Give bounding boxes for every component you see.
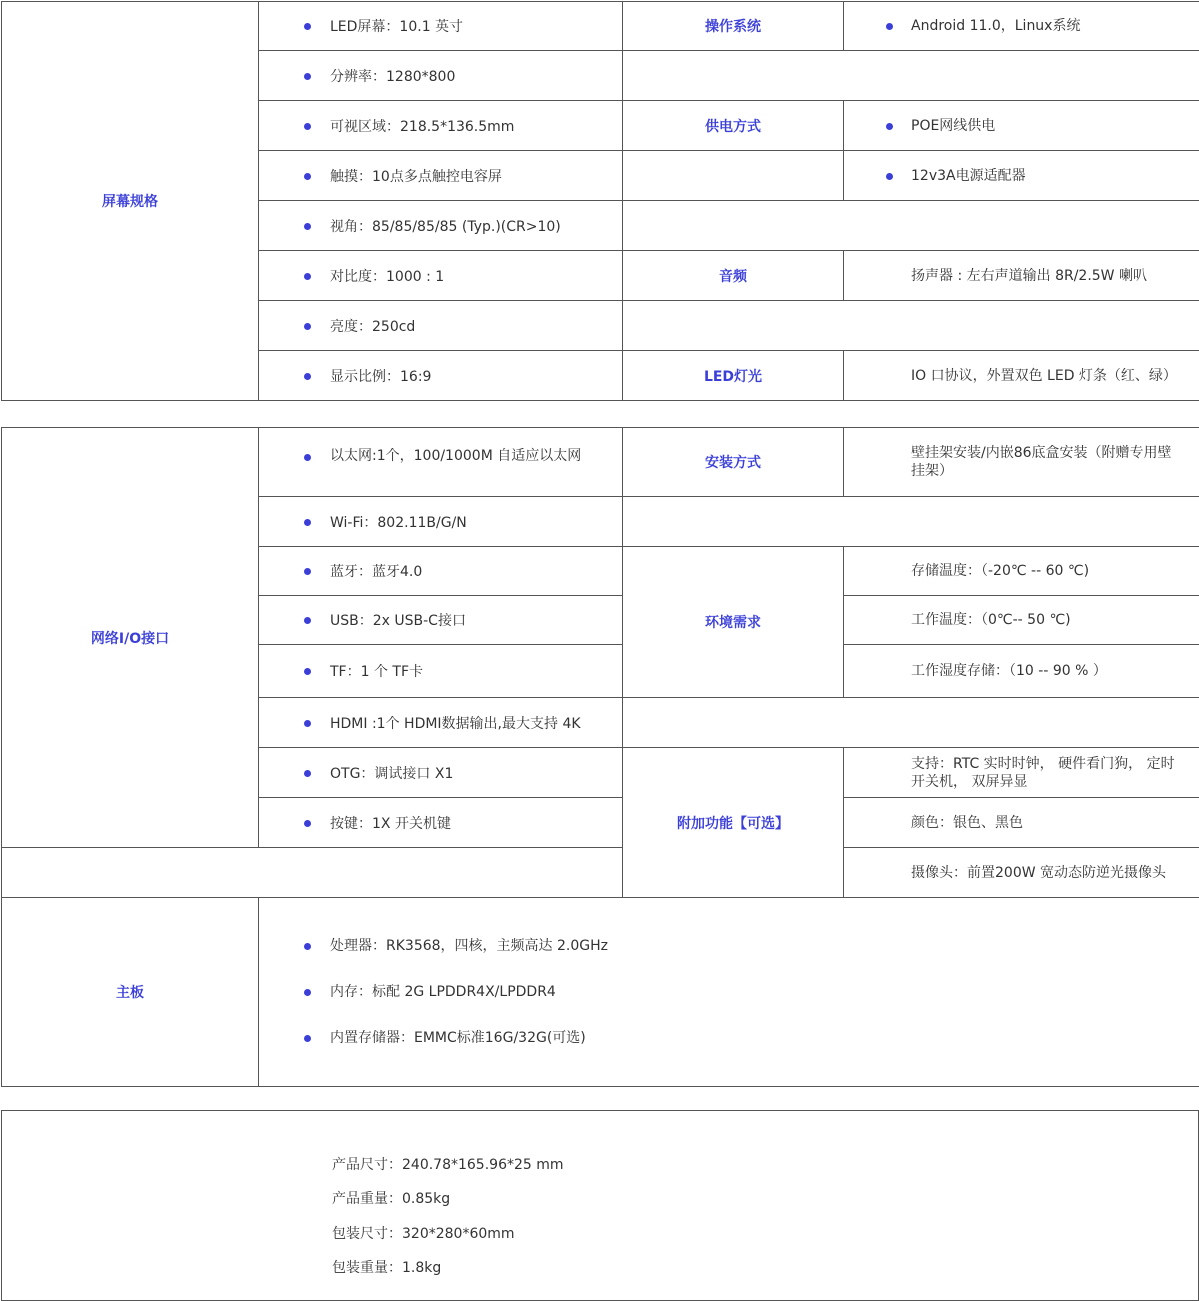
bullet-icon bbox=[304, 720, 311, 727]
bullet-icon bbox=[886, 173, 893, 180]
bullet-icon bbox=[886, 123, 893, 130]
value-install: 壁挂架安装/内嵌86底盒安装（附赠专用壁挂架） bbox=[844, 428, 1199, 497]
mainboard-list bbox=[259, 898, 1199, 1087]
value-extra: 支持：RTC 实时时钟， 硬件看门狗， 定时开关机， 双屏异显 bbox=[844, 748, 1199, 798]
bullet-icon bbox=[304, 989, 311, 996]
list-item: 处理器：RK3568，四核，主频高达 2.0GHz bbox=[259, 923, 1199, 969]
list-item: 分辨率：1280*800 bbox=[259, 51, 623, 101]
list-item: 视角：85/85/85/85 (Typ.)(CR>10) bbox=[259, 201, 623, 251]
value-power: 12v3A电源适配器 bbox=[844, 151, 1199, 201]
bullet-icon bbox=[304, 519, 311, 526]
label-install: 安装方式 bbox=[623, 428, 844, 497]
value-audio: 扬声器 : 左右声道输出 8R/2.5W 喇叭 bbox=[844, 251, 1199, 301]
empty-cell bbox=[2, 848, 623, 898]
list-item: 亮度：250cd bbox=[259, 301, 623, 351]
empty-cell bbox=[623, 698, 1199, 748]
list-item: 可视区域：218.5*136.5mm bbox=[259, 101, 623, 151]
bullet-icon bbox=[304, 23, 311, 30]
label-extra: 附加功能【可选】 bbox=[623, 748, 844, 898]
bullet-icon bbox=[304, 568, 311, 575]
bullet-icon bbox=[304, 373, 311, 380]
value-environment: 存储温度：（-20℃ -- 60 ℃) bbox=[844, 547, 1199, 596]
list-item: 内存：标配 2G LPDDR4X/LPDDR4 bbox=[259, 969, 1199, 1015]
list-item: 对比度：1000 : 1 bbox=[259, 251, 623, 301]
category-mainboard: 主板 bbox=[2, 898, 259, 1087]
list-item: 触摸：10点多点触控电容屏 bbox=[259, 151, 623, 201]
label-environment: 环境需求 bbox=[623, 547, 844, 698]
label-audio: 音频 bbox=[623, 251, 844, 301]
empty-cell bbox=[623, 51, 1199, 101]
empty-cell bbox=[623, 151, 844, 201]
bullet-icon bbox=[304, 73, 311, 80]
list-item: LED屏幕：10.1 英寸 bbox=[259, 2, 623, 51]
dimensions-box bbox=[1, 1110, 1199, 1301]
value-led: IO 口协议，外置双色 LED 灯条（红、绿） bbox=[844, 351, 1199, 401]
label-led: LED灯光 bbox=[623, 351, 844, 401]
value-power: POE网线供电 bbox=[844, 101, 1199, 151]
value-environment: 工作湿度存储：（10 -- 90 % ） bbox=[844, 645, 1199, 698]
product-size: 产品尺寸：240.78*165.96*25 mm bbox=[332, 1157, 564, 1173]
bullet-icon bbox=[304, 454, 311, 461]
list-item: 按键：1X 开关机键 bbox=[259, 798, 623, 848]
list-item: 以太网:1个，100/1000M 自适应以太网 bbox=[259, 428, 623, 497]
category-network: 网络I/O接口 bbox=[2, 428, 259, 848]
bullet-icon bbox=[304, 123, 311, 130]
list-item: HDMI :1个 HDMI数据输出,最大支持 4K bbox=[259, 698, 623, 748]
label-os: 操作系统 bbox=[623, 2, 844, 51]
bullet-icon bbox=[304, 943, 311, 950]
bullet-icon bbox=[304, 668, 311, 675]
list-item: USB：2x USB-C接口 bbox=[259, 596, 623, 645]
value-extra: 摄像头：前置200W 宽动态防逆光摄像头 bbox=[844, 848, 1199, 898]
network-io-table bbox=[1, 427, 1199, 1087]
list-item: OTG：调试接口 X1 bbox=[259, 748, 623, 798]
empty-cell bbox=[623, 301, 1199, 351]
category-screen: 屏幕规格 bbox=[2, 2, 259, 401]
value-os: Android 11.0，Linux系统 bbox=[844, 2, 1199, 51]
bullet-icon bbox=[304, 820, 311, 827]
bullet-icon bbox=[304, 1035, 311, 1042]
package-weight: 包装重量：1.8kg bbox=[332, 1260, 442, 1276]
bullet-icon bbox=[304, 173, 311, 180]
bullet-icon bbox=[304, 617, 311, 624]
value-environment: 工作温度：（0℃-- 50 ℃) bbox=[844, 596, 1199, 645]
label-power: 供电方式 bbox=[623, 101, 844, 151]
screen-spec-table bbox=[1, 1, 1199, 401]
bullet-icon bbox=[304, 770, 311, 777]
package-size: 包装尺寸：320*280*60mm bbox=[332, 1226, 515, 1242]
empty-cell bbox=[623, 201, 1199, 251]
empty-cell bbox=[623, 497, 1199, 547]
value-extra: 颜色：银色、黑色 bbox=[844, 798, 1199, 848]
list-item: Wi-Fi：802.11B/G/N bbox=[259, 497, 623, 547]
product-weight: 产品重量：0.85kg bbox=[332, 1191, 451, 1207]
bullet-icon bbox=[304, 273, 311, 280]
bullet-icon bbox=[886, 23, 893, 30]
bullet-icon bbox=[304, 323, 311, 330]
list-item: 内置存储器：EMMC标准16G/32G(可选) bbox=[259, 1015, 1199, 1061]
list-item: TF：1 个 TF卡 bbox=[259, 645, 623, 698]
list-item: 蓝牙：蓝牙4.0 bbox=[259, 547, 623, 596]
bullet-icon bbox=[304, 223, 311, 230]
list-item: 显示比例：16:9 bbox=[259, 351, 623, 401]
